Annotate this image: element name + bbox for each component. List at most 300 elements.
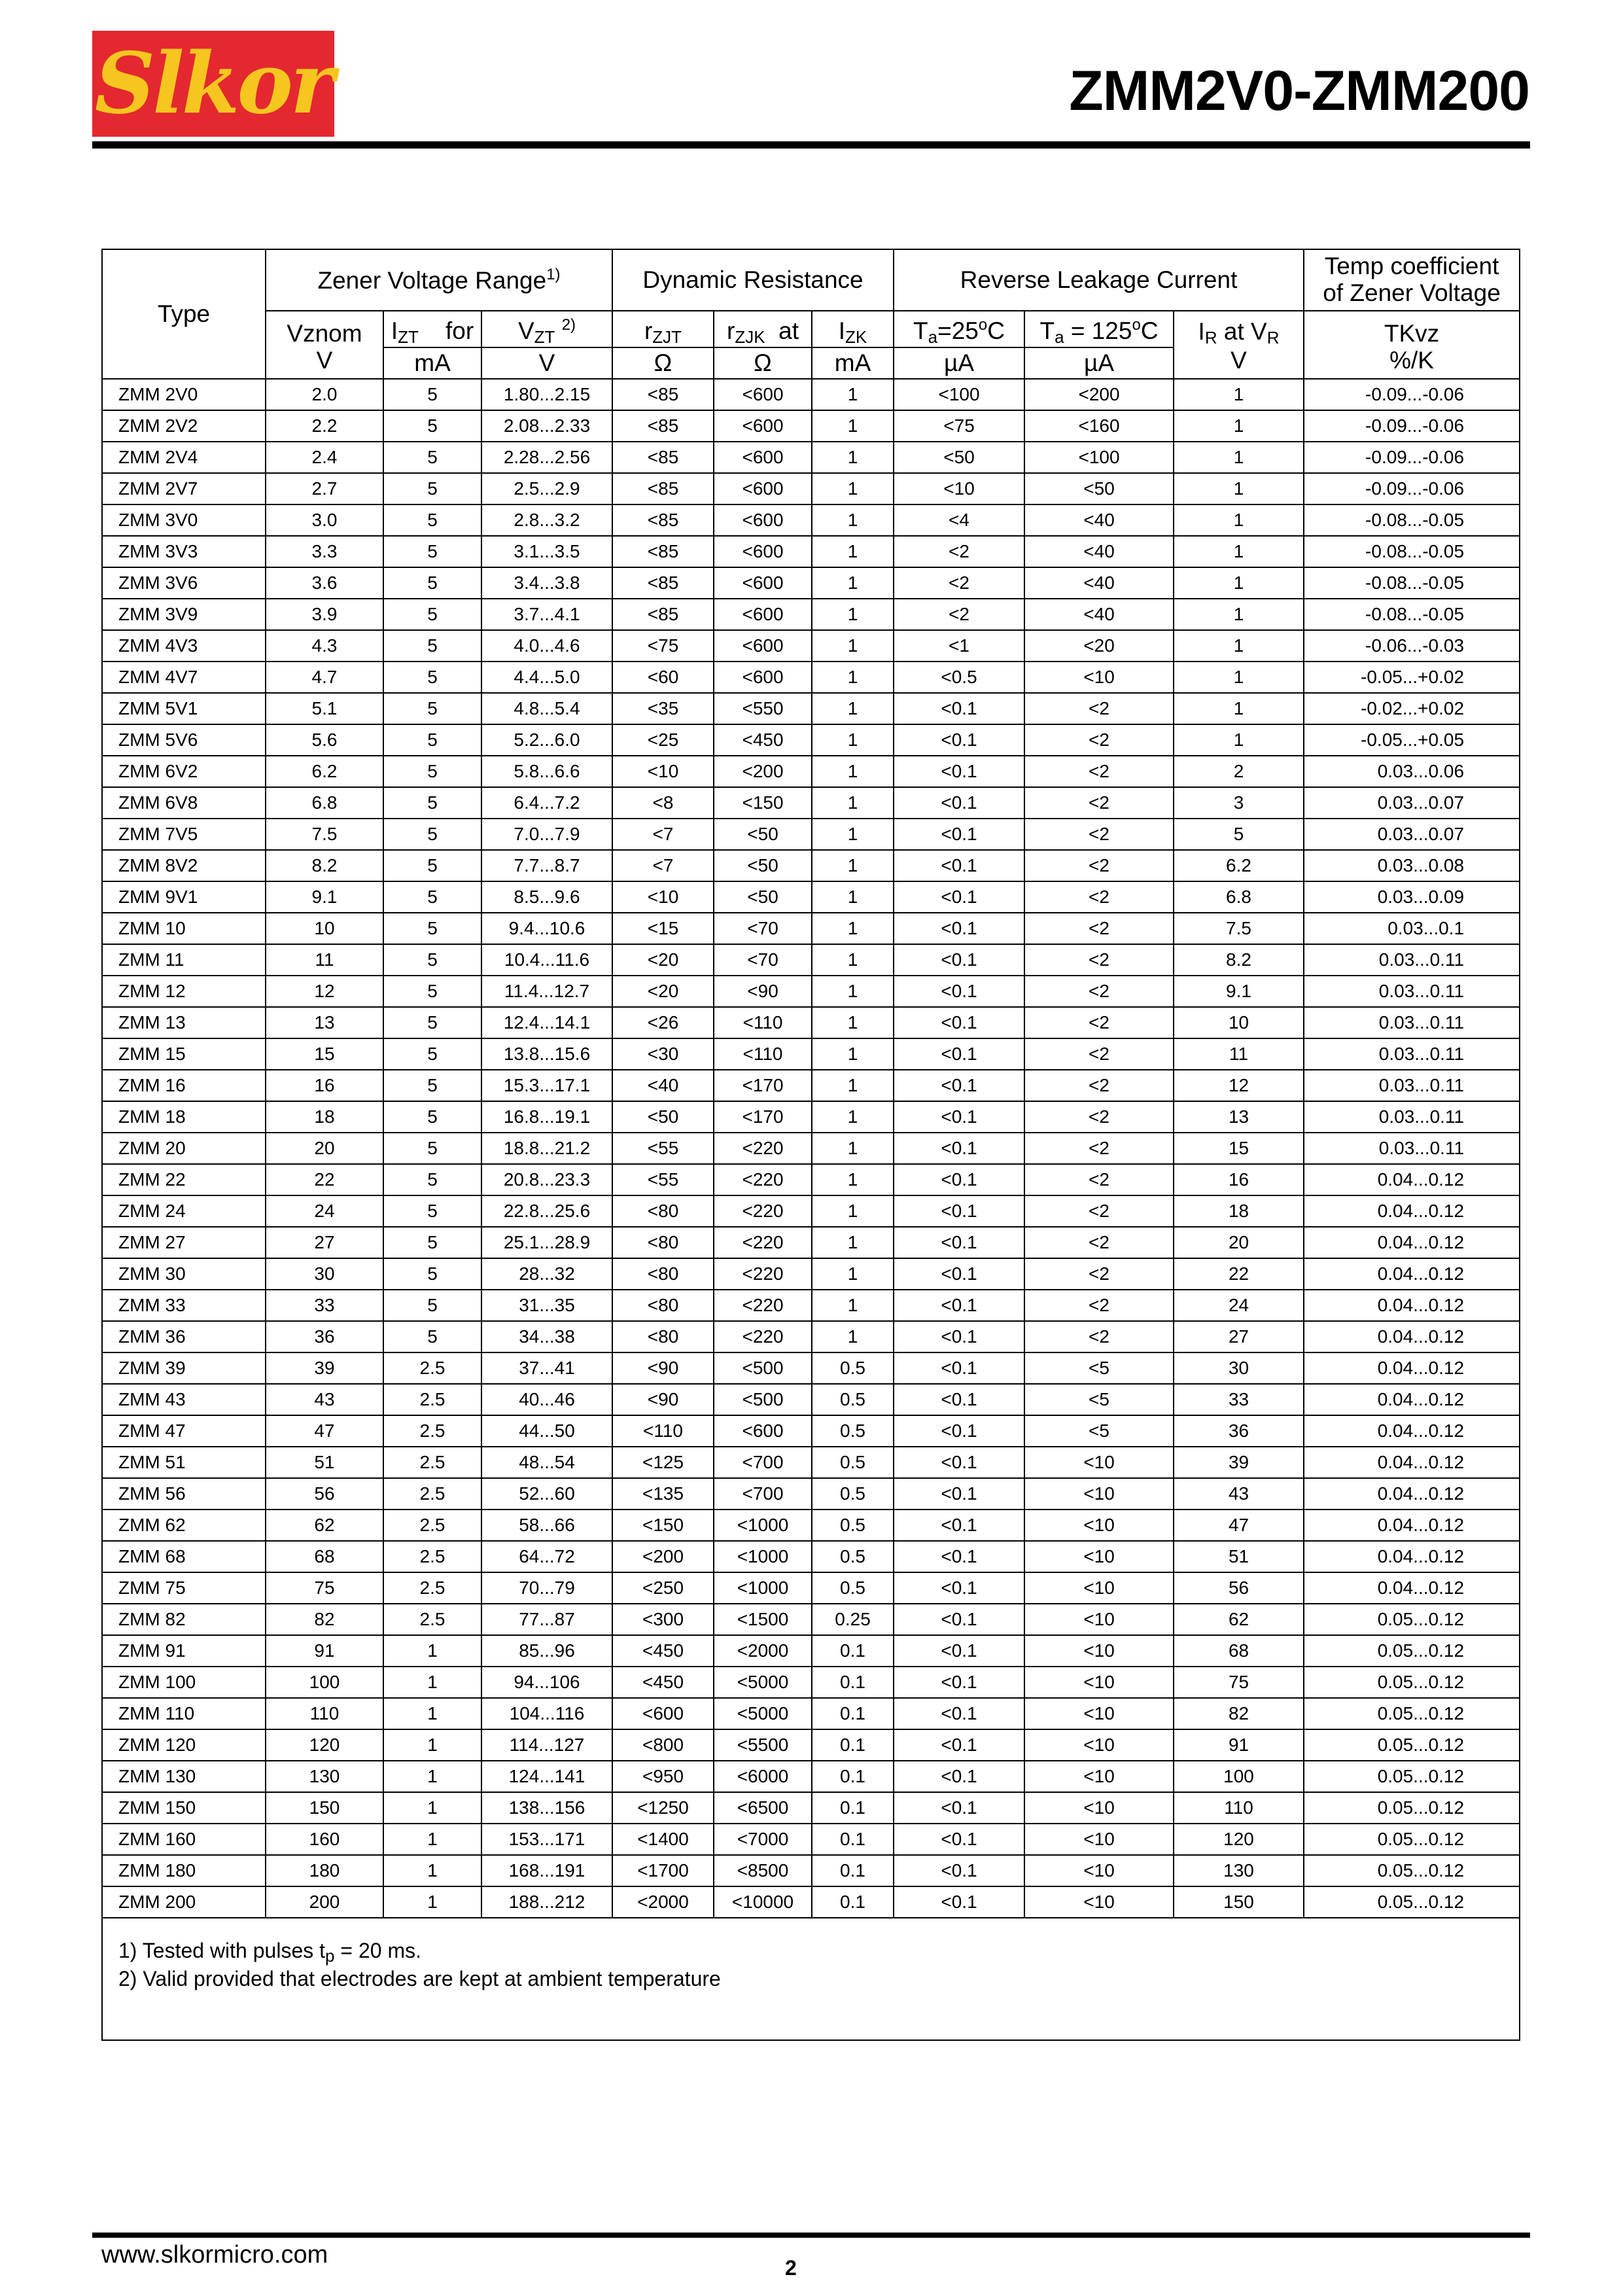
cell-vr: 82 xyxy=(1174,1698,1304,1729)
cell-rzjt: <80 xyxy=(612,1258,714,1290)
cell-izk: 0.5 xyxy=(812,1352,894,1384)
cell-izt: 5 xyxy=(383,662,481,693)
cell-izk: 1 xyxy=(812,850,894,881)
cell-rzjk: <600 xyxy=(714,599,812,630)
table-row xyxy=(102,913,1520,944)
cell-rzjk: <600 xyxy=(714,442,812,473)
cell-vznom: 150 xyxy=(266,1792,383,1824)
unit-izt: mA xyxy=(383,347,481,379)
cell-ir-ta125: <2 xyxy=(1024,756,1174,787)
cell-ir-ta25: <0.1 xyxy=(894,1070,1024,1101)
cell-ir-ta25: <0.1 xyxy=(894,1886,1024,1918)
cell-rzjk: <600 xyxy=(714,473,812,504)
cell-tkvz: 0.04...0.12 xyxy=(1304,1415,1520,1447)
cell-vr: 27 xyxy=(1174,1321,1304,1352)
cell-vznom: 180 xyxy=(266,1855,383,1886)
cell-tkvz: 0.03...0.07 xyxy=(1304,787,1520,819)
cell-tkvz: 0.05...0.12 xyxy=(1304,1604,1520,1635)
cell-rzjk: <700 xyxy=(714,1447,812,1478)
cell-vr: 110 xyxy=(1174,1792,1304,1824)
header-vzt: $V_{ZT}$ $^{2)}$ xyxy=(481,311,612,347)
cell-rzjt: <90 xyxy=(612,1384,714,1415)
cell-type: ZMM 4V7 xyxy=(102,662,266,693)
cell-rzjt: <950 xyxy=(612,1761,714,1792)
cell-vzt: 70...79 xyxy=(481,1572,612,1604)
cell-vr: 12 xyxy=(1174,1070,1304,1101)
cell-type: ZMM 33 xyxy=(102,1290,266,1321)
table-row xyxy=(102,567,1520,599)
cell-vzt: 34...38 xyxy=(481,1321,612,1352)
cell-izt: 5 xyxy=(383,1290,481,1321)
cell-vr: 1 xyxy=(1174,442,1304,473)
unit-rzjt: Ω xyxy=(612,347,714,379)
cell-vznom: 130 xyxy=(266,1761,383,1792)
cell-izk: 0.1 xyxy=(812,1698,894,1729)
cell-rzjk: <220 xyxy=(714,1133,812,1164)
cell-rzjk: <600 xyxy=(714,1415,812,1447)
cell-ir-ta125: <40 xyxy=(1024,536,1174,567)
cell-type: ZMM 3V6 xyxy=(102,567,266,599)
table-notes xyxy=(102,1918,1520,2040)
unit-vzt: V xyxy=(481,347,612,379)
cell-ir-ta125: <10 xyxy=(1024,1541,1174,1572)
cell-vr: 100 xyxy=(1174,1761,1304,1792)
cell-type: ZMM 18 xyxy=(102,1101,266,1133)
cell-vznom: 3.0 xyxy=(266,504,383,536)
cell-vzt: 15.3...17.1 xyxy=(481,1070,612,1101)
cell-type: ZMM 36 xyxy=(102,1321,266,1352)
table-row xyxy=(102,1195,1520,1227)
cell-izt: 5 xyxy=(383,944,481,976)
cell-tkvz: 0.04...0.12 xyxy=(1304,1290,1520,1321)
cell-type: ZMM 15 xyxy=(102,1038,266,1070)
cell-type: ZMM 91 xyxy=(102,1635,266,1667)
cell-type: ZMM 56 xyxy=(102,1478,266,1510)
cell-ir-ta125: <2 xyxy=(1024,724,1174,756)
cell-rzjk: <150 xyxy=(714,787,812,819)
table-row xyxy=(102,504,1520,536)
cell-rzjk: <6000 xyxy=(714,1761,812,1792)
cell-vr: 33 xyxy=(1174,1384,1304,1415)
cell-rzjk: <50 xyxy=(714,819,812,850)
cell-ir-ta125: <2 xyxy=(1024,913,1174,944)
cell-vr: 10 xyxy=(1174,1007,1304,1038)
cell-izt: 2.5 xyxy=(383,1572,481,1604)
cell-izt: 5 xyxy=(383,787,481,819)
cell-rzjk: <220 xyxy=(714,1227,812,1258)
cell-rzjk: <1500 xyxy=(714,1604,812,1635)
cell-izt: 5 xyxy=(383,599,481,630)
cell-ir-ta25: <0.1 xyxy=(894,850,1024,881)
unit-vznom: V xyxy=(266,347,383,379)
cell-izt: 5 xyxy=(383,1258,481,1290)
cell-tkvz: 0.04...0.12 xyxy=(1304,1352,1520,1384)
cell-rzjk: <600 xyxy=(714,536,812,567)
header-rzjt: $r_{ZJT}$ xyxy=(612,311,714,347)
cell-vznom: 36 xyxy=(266,1321,383,1352)
cell-vr: 6.8 xyxy=(1174,881,1304,913)
cell-rzjk: <5500 xyxy=(714,1729,812,1761)
cell-vr: 39 xyxy=(1174,1447,1304,1478)
cell-tkvz: -0.08...-0.05 xyxy=(1304,536,1520,567)
cell-tkvz: -0.05...+0.02 xyxy=(1304,662,1520,693)
cell-vzt: 40...46 xyxy=(481,1384,612,1415)
table-row xyxy=(102,1038,1520,1070)
cell-ir-ta125: <40 xyxy=(1024,504,1174,536)
cell-ir-ta125: <2 xyxy=(1024,1133,1174,1164)
cell-rzjt: <90 xyxy=(612,1352,714,1384)
cell-rzjk: <600 xyxy=(714,504,812,536)
table-row xyxy=(102,787,1520,819)
cell-vr: 11 xyxy=(1174,1038,1304,1070)
cell-vznom: 2.4 xyxy=(266,442,383,473)
cell-ir-ta125: <10 xyxy=(1024,1824,1174,1855)
cell-vznom: 20 xyxy=(266,1133,383,1164)
cell-rzjk: <5000 xyxy=(714,1698,812,1729)
cell-vznom: 13 xyxy=(266,1007,383,1038)
table-row xyxy=(102,693,1520,724)
cell-vzt: 168...191 xyxy=(481,1855,612,1886)
cell-vznom: 12 xyxy=(266,976,383,1007)
cell-ir-ta125: <10 xyxy=(1024,1635,1174,1667)
cell-ir-ta125: <2 xyxy=(1024,881,1174,913)
table-row xyxy=(102,1792,1520,1824)
cell-izt: 1 xyxy=(383,1824,481,1855)
cell-ir-ta125: <40 xyxy=(1024,567,1174,599)
cell-tkvz: 0.04...0.12 xyxy=(1304,1447,1520,1478)
cell-izt: 1 xyxy=(383,1667,481,1698)
cell-rzjt: <1700 xyxy=(612,1855,714,1886)
cell-rzjk: <10000 xyxy=(714,1886,812,1918)
cell-ir-ta25: <0.1 xyxy=(894,1447,1024,1478)
cell-tkvz: 0.05...0.12 xyxy=(1304,1667,1520,1698)
cell-tkvz: 0.03...0.11 xyxy=(1304,1101,1520,1133)
table-row xyxy=(102,1478,1520,1510)
cell-ir-ta125: <10 xyxy=(1024,1510,1174,1541)
table-row xyxy=(102,1824,1520,1855)
cell-vznom: 39 xyxy=(266,1352,383,1384)
cell-rzjk: <70 xyxy=(714,913,812,944)
cell-ir-ta25: <0.1 xyxy=(894,693,1024,724)
cell-ir-ta25: <0.1 xyxy=(894,1478,1024,1510)
cell-type: ZMM 51 xyxy=(102,1447,266,1478)
cell-vznom: 5.6 xyxy=(266,724,383,756)
cell-type: ZMM 12 xyxy=(102,976,266,1007)
cell-vr: 1 xyxy=(1174,379,1304,410)
cell-tkvz: -0.09...-0.06 xyxy=(1304,379,1520,410)
cell-tkvz: -0.09...-0.06 xyxy=(1304,473,1520,504)
cell-rzjt: <150 xyxy=(612,1510,714,1541)
cell-vznom: 8.2 xyxy=(266,850,383,881)
cell-vzt: 5.2...6.0 xyxy=(481,724,612,756)
cell-izk: 1 xyxy=(812,442,894,473)
cell-izk: 1 xyxy=(812,693,894,724)
cell-tkvz: 0.04...0.12 xyxy=(1304,1478,1520,1510)
cell-izk: 1 xyxy=(812,599,894,630)
cell-vzt: 11.4...12.7 xyxy=(481,976,612,1007)
cell-ir-ta25: <0.1 xyxy=(894,1510,1024,1541)
cell-ir-ta25: <50 xyxy=(894,442,1024,473)
cell-ir-ta25: <0.1 xyxy=(894,1415,1024,1447)
note-1: 1) Tested with pulses $t_p = 20$ ms. xyxy=(118,1939,421,1966)
cell-tkvz: 0.03...0.11 xyxy=(1304,944,1520,976)
cell-rzjt: <85 xyxy=(612,410,714,442)
cell-izt: 5 xyxy=(383,1321,481,1352)
cell-type: ZMM 27 xyxy=(102,1227,266,1258)
cell-rzjt: <110 xyxy=(612,1415,714,1447)
cell-izt: 5 xyxy=(383,1195,481,1227)
cell-izt: 5 xyxy=(383,630,481,662)
note-2: 2) Valid provided that electrodes are kept at ambient temperature xyxy=(118,1967,721,1991)
cell-ir-ta25: <0.1 xyxy=(894,724,1024,756)
cell-rzjk: <220 xyxy=(714,1164,812,1195)
table-row xyxy=(102,379,1520,410)
cell-izk: 1 xyxy=(812,410,894,442)
cell-vznom: 11 xyxy=(266,944,383,976)
cell-ir-ta25: <0.1 xyxy=(894,1133,1024,1164)
cell-izt: 1 xyxy=(383,1761,481,1792)
cell-rzjk: <1000 xyxy=(714,1510,812,1541)
cell-tkvz: 0.04...0.12 xyxy=(1304,1195,1520,1227)
cell-vr: 3 xyxy=(1174,787,1304,819)
table-row xyxy=(102,1698,1520,1729)
cell-tkvz: 0.04...0.12 xyxy=(1304,1510,1520,1541)
cell-vr: 1 xyxy=(1174,724,1304,756)
cell-tkvz: -0.09...-0.06 xyxy=(1304,442,1520,473)
cell-type: ZMM 82 xyxy=(102,1604,266,1635)
cell-izt: 2.5 xyxy=(383,1478,481,1510)
cell-tkvz: 0.03...0.11 xyxy=(1304,1133,1520,1164)
cell-rzjk: <220 xyxy=(714,1195,812,1227)
cell-tkvz: 0.05...0.12 xyxy=(1304,1855,1520,1886)
website-url: www.slkormicro.com xyxy=(101,2241,328,2269)
cell-vznom: 43 xyxy=(266,1384,383,1415)
table-row xyxy=(102,850,1520,881)
cell-rzjk: <170 xyxy=(714,1070,812,1101)
cell-ir-ta25: <0.1 xyxy=(894,1384,1024,1415)
cell-rzjt: <2000 xyxy=(612,1886,714,1918)
cell-vznom: 3.3 xyxy=(266,536,383,567)
cell-ir-ta125: <2 xyxy=(1024,1038,1174,1070)
cell-rzjk: <600 xyxy=(714,379,812,410)
cell-vr: 9.1 xyxy=(1174,976,1304,1007)
cell-izk: 0.1 xyxy=(812,1792,894,1824)
cell-type: ZMM 5V6 xyxy=(102,724,266,756)
cell-vzt: 85...96 xyxy=(481,1635,612,1667)
cell-tkvz: 0.03...0.11 xyxy=(1304,1038,1520,1070)
cell-ir-ta125: <10 xyxy=(1024,1478,1174,1510)
cell-ir-ta125: <2 xyxy=(1024,787,1174,819)
cell-rzjt: <250 xyxy=(612,1572,714,1604)
cell-ir-ta25: <0.1 xyxy=(894,1635,1024,1667)
cell-rzjk: <110 xyxy=(714,1038,812,1070)
header-zener-voltage-range: Zener Voltage Range$^{1)}$ xyxy=(266,249,612,311)
cell-vr: 56 xyxy=(1174,1572,1304,1604)
cell-vr: 47 xyxy=(1174,1510,1304,1541)
cell-vzt: 64...72 xyxy=(481,1541,612,1572)
cell-ir-ta25: <0.5 xyxy=(894,662,1024,693)
cell-vzt: 77...87 xyxy=(481,1604,612,1635)
cell-izk: 1 xyxy=(812,1321,894,1352)
cell-rzjt: <26 xyxy=(612,1007,714,1038)
cell-ir-ta25: <0.1 xyxy=(894,881,1024,913)
table-row xyxy=(102,1886,1520,1918)
cell-izt: 5 xyxy=(383,819,481,850)
cell-rzjk: <600 xyxy=(714,662,812,693)
table-row xyxy=(102,1007,1520,1038)
cell-izk: 1 xyxy=(812,536,894,567)
table-row xyxy=(102,1447,1520,1478)
cell-ir-ta25: <0.1 xyxy=(894,1541,1024,1572)
cell-ir-ta125: <160 xyxy=(1024,410,1174,442)
cell-vzt: 3.1...3.5 xyxy=(481,536,612,567)
table-row xyxy=(102,1070,1520,1101)
cell-ir-ta25: <2 xyxy=(894,567,1024,599)
table-row xyxy=(102,1510,1520,1541)
cell-vznom: 18 xyxy=(266,1101,383,1133)
cell-vznom: 10 xyxy=(266,913,383,944)
cell-vznom: 16 xyxy=(266,1070,383,1101)
header-dynamic-resistance: Dynamic Resistance xyxy=(612,249,894,311)
cell-izk: 1 xyxy=(812,819,894,850)
cell-vzt: 48...54 xyxy=(481,1447,612,1478)
cell-izk: 1 xyxy=(812,756,894,787)
cell-rzjt: <55 xyxy=(612,1133,714,1164)
cell-izk: 0.1 xyxy=(812,1729,894,1761)
cell-izk: 0.5 xyxy=(812,1572,894,1604)
cell-tkvz: 0.03...0.11 xyxy=(1304,976,1520,1007)
cell-rzjt: <10 xyxy=(612,881,714,913)
cell-tkvz: 0.04...0.12 xyxy=(1304,1227,1520,1258)
table-row xyxy=(102,1101,1520,1133)
cell-type: ZMM 6V8 xyxy=(102,787,266,819)
cell-tkvz: 0.04...0.12 xyxy=(1304,1572,1520,1604)
cell-izk: 1 xyxy=(812,913,894,944)
cell-type: ZMM 7V5 xyxy=(102,819,266,850)
table-row xyxy=(102,881,1520,913)
cell-type: ZMM 3V9 xyxy=(102,599,266,630)
cell-vznom: 4.7 xyxy=(266,662,383,693)
header-type: Type xyxy=(102,249,266,379)
cell-rzjt: <800 xyxy=(612,1729,714,1761)
cell-tkvz: -0.06...-0.03 xyxy=(1304,630,1520,662)
cell-vr: 130 xyxy=(1174,1855,1304,1886)
cell-izt: 5 xyxy=(383,1164,481,1195)
cell-rzjt: <300 xyxy=(612,1604,714,1635)
cell-vzt: 22.8...25.6 xyxy=(481,1195,612,1227)
cell-type: ZMM 5V1 xyxy=(102,693,266,724)
cell-vzt: 124...141 xyxy=(481,1761,612,1792)
cell-vzt: 9.4...10.6 xyxy=(481,913,612,944)
cell-rzjt: <600 xyxy=(612,1698,714,1729)
cell-izt: 5 xyxy=(383,913,481,944)
cell-rzjt: <85 xyxy=(612,473,714,504)
unit-tkvz: %/K xyxy=(1304,347,1520,379)
cell-izk: 1 xyxy=(812,1038,894,1070)
cell-ir-ta25: <10 xyxy=(894,473,1024,504)
header-ta125: $T_a = 125^oC$ xyxy=(1024,311,1174,347)
unit-ta125: µA xyxy=(1024,347,1174,379)
cell-izk: 0.5 xyxy=(812,1541,894,1572)
cell-izk: 1 xyxy=(812,662,894,693)
cell-ir-ta125: <40 xyxy=(1024,599,1174,630)
cell-ir-ta25: <4 xyxy=(894,504,1024,536)
cell-vznom: 5.1 xyxy=(266,693,383,724)
cell-ir-ta25: <0.1 xyxy=(894,1604,1024,1635)
cell-ir-ta125: <2 xyxy=(1024,819,1174,850)
cell-rzjk: <50 xyxy=(714,850,812,881)
cell-izk: 1 xyxy=(812,1070,894,1101)
cell-izt: 5 xyxy=(383,1227,481,1258)
cell-rzjk: <8500 xyxy=(714,1855,812,1886)
table-row xyxy=(102,1761,1520,1792)
cell-tkvz: 0.03...0.11 xyxy=(1304,1070,1520,1101)
cell-ir-ta125: <2 xyxy=(1024,1321,1174,1352)
cell-vznom: 7.5 xyxy=(266,819,383,850)
cell-ir-ta25: <0.1 xyxy=(894,1824,1024,1855)
cell-rzjk: <90 xyxy=(714,976,812,1007)
cell-ir-ta25: <0.1 xyxy=(894,1007,1024,1038)
cell-type: ZMM 47 xyxy=(102,1415,266,1447)
cell-type: ZMM 2V2 xyxy=(102,410,266,442)
cell-rzjt: <85 xyxy=(612,536,714,567)
cell-rzjk: <2000 xyxy=(714,1635,812,1667)
cell-vr: 13 xyxy=(1174,1101,1304,1133)
cell-ir-ta125: <2 xyxy=(1024,693,1174,724)
cell-rzjt: <50 xyxy=(612,1101,714,1133)
cell-tkvz: 0.04...0.12 xyxy=(1304,1384,1520,1415)
cell-rzjk: <6500 xyxy=(714,1792,812,1824)
cell-type: ZMM 22 xyxy=(102,1164,266,1195)
table-row xyxy=(102,599,1520,630)
cell-vr: 24 xyxy=(1174,1290,1304,1321)
cell-vznom: 68 xyxy=(266,1541,383,1572)
cell-type: ZMM 11 xyxy=(102,944,266,976)
cell-ir-ta25: <0.1 xyxy=(894,976,1024,1007)
cell-izk: 0.5 xyxy=(812,1510,894,1541)
cell-rzjt: <80 xyxy=(612,1227,714,1258)
table-row xyxy=(102,1415,1520,1447)
header-tkvz: TKvz xyxy=(1304,311,1520,347)
cell-rzjt: <15 xyxy=(612,913,714,944)
cell-vr: 5 xyxy=(1174,819,1304,850)
cell-ir-ta25: <2 xyxy=(894,536,1024,567)
cell-izt: 5 xyxy=(383,881,481,913)
cell-ir-ta125: <10 xyxy=(1024,1761,1174,1792)
cell-ir-ta125: <10 xyxy=(1024,1886,1174,1918)
cell-izt: 2.5 xyxy=(383,1352,481,1384)
cell-vznom: 30 xyxy=(266,1258,383,1290)
cell-ir-ta125: <10 xyxy=(1024,1729,1174,1761)
cell-ir-ta25: <0.1 xyxy=(894,1164,1024,1195)
cell-tkvz: -0.08...-0.05 xyxy=(1304,504,1520,536)
table-row xyxy=(102,976,1520,1007)
cell-type: ZMM 2V0 xyxy=(102,379,266,410)
cell-ir-ta125: <20 xyxy=(1024,630,1174,662)
cell-type: ZMM 120 xyxy=(102,1729,266,1761)
unit-izk: mA xyxy=(812,347,894,379)
cell-ir-ta125: <2 xyxy=(1024,1227,1174,1258)
cell-rzjt: <20 xyxy=(612,976,714,1007)
cell-ir-ta25: <0.1 xyxy=(894,1729,1024,1761)
cell-vr: 120 xyxy=(1174,1824,1304,1855)
cell-ir-ta125: <10 xyxy=(1024,1572,1174,1604)
cell-rzjk: <220 xyxy=(714,1290,812,1321)
document-title: ZMM2V0-ZMM200 xyxy=(1069,60,1529,122)
cell-ir-ta125: <2 xyxy=(1024,1195,1174,1227)
cell-ir-ta125: <2 xyxy=(1024,944,1174,976)
table-row xyxy=(102,1541,1520,1572)
